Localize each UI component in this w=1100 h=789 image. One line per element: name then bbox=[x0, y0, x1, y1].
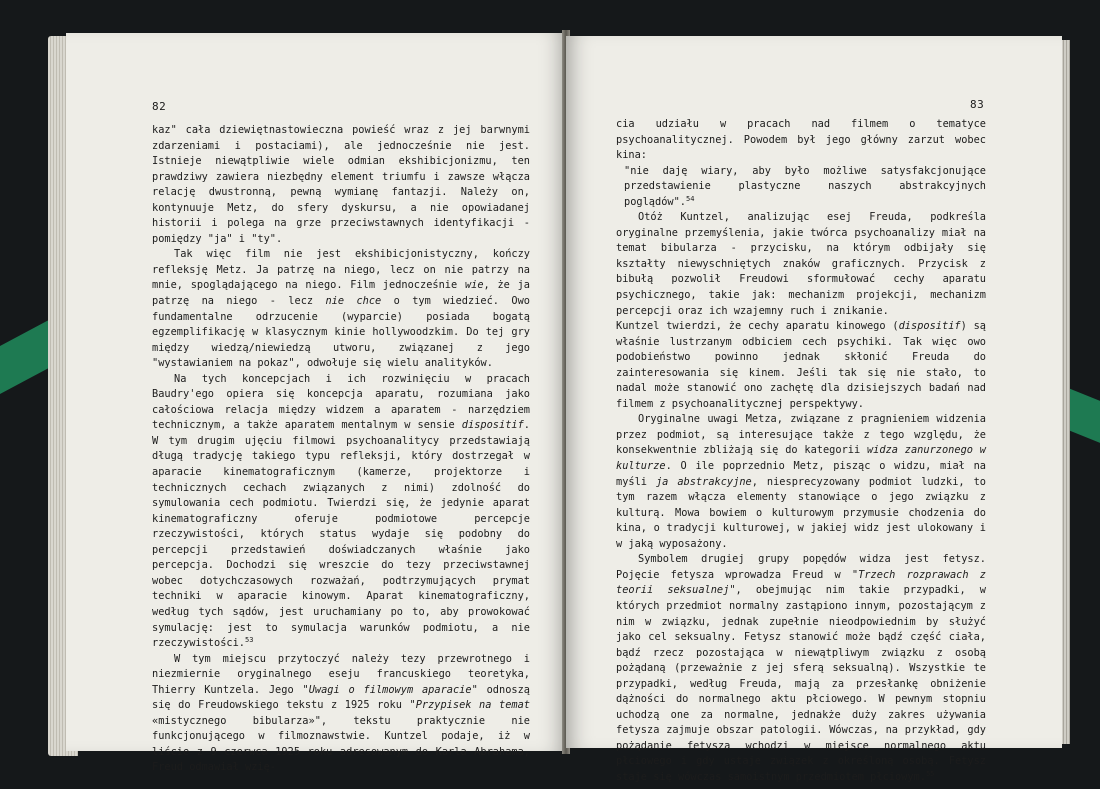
page-text bbox=[616, 117, 986, 786]
footnote-ref: 54 bbox=[686, 194, 695, 203]
paragraph: Na tych koncepcjach i ich rozwinięciu w pracach Baudry'ego opiera się koncepcja aparatu, rozumiana jako całościowa relacja między widzem a aparatem - narzędziem technicznym, a także aparatem mentalnym w sensie dispositif. W tym drugim ujęciu filmowi psychoanalitycy przedstawiają długą tradycję takiego typu refleksji, który dostrzegał w aparacie kinematograficznym (kamerze, projektorze i technicznych cechach związanych z nimi) zdolność do symulowania cech podmiotu. Twierdzi się, że jedynie aparat kinematograficzny oferuje podmiotowe percepcje rzeczywistości, których status wydaje się podobny do percepcji przedstawień doświadczanych właśnie jako percepcja. Dochodzi się wreszcie do tezy przeciwstawnej wobec dotychczasowych rozważań, podtrzymujących prymat techniki w aparacie kinowym. Aparat kinematograficzny, według tych sądów, jest uruchamiany po to, aby prowokować symulację: jest to symulacja warunków podmiotu, a nie rzeczywistości.$^{53}$ bbox=[152, 372, 530, 650]
paragraph: Otóż Kuntzel, analizując esej Freuda, podkreśla oryginalne przemyślenia, jakie twórca psychoanalizy miał na temat bibularza - przycisku, na którym odbijały się kształty niewyschniętych znaków graficznych. Przycisk z bibułą pozwolił Freudowi sformułować cechy aparatu psychicznego, takie jak: mechanizm projekcji, mechanizm percepcji oraz ich wzajemny ruch i znikanie. bbox=[616, 211, 986, 317]
paragraph: cia udziału w pracach nad filmem o tematyce psychoanalitycznej. Powodem był jego główny zarzut wobec kina: bbox=[616, 118, 986, 162]
page-text bbox=[152, 123, 530, 776]
footnote-ref: 53 bbox=[245, 636, 254, 645]
left-page bbox=[66, 33, 566, 774]
paragraph: kaz" cała dziewiętnastowieczna powieść wraz z jej barwnymi zdarzeniami i postaciami), ale jednocześnie nie jest. Istnieje niewątpliwie wiele odmian ekshibicjonizmu, ten prawdziwy zawiera niezbędny element triumfu i zawsze włącza relację dwustronną, pewną wymianę fantazji. Należy on, kontynuuje Metz, do sfery dyskursu, a nie opowiadanej historii i polega na grze przeciwstawnych identyfikacji - pomiędzy "ja" i "ty". bbox=[152, 124, 530, 245]
paragraph: Symbolem drugiej grupy popędów widza jest fetysz. Pojęcie fetysza wprowadza Freud w "Trzech rozprawach z teorii seksualnej", obejmując nim takie przypadki, w których przedmiot normalny zastąpiono innym, pozostającym z nim w związku, jednak zupełnie nieodpowiednim by służyć jako cel seksualny. Fetysz stanowić może bądź część ciała, bądź rzecz pozostająca w niewątpliwym związku z osobą pożądaną (przeważnie z jej sferą seksualną). Wszystkie te przypadki, według Freuda, mają za przesłankę obniżenie dążności do normalnego aktu płciowego. W pewnym stopniu uchodzą one za normalne, jednakże duży zakres używania fetysza zajmuje obszar patologii. Wówczas, na przykład, gdy pożądanie fetysza wchodzi w miejsce normalnego aktu płciowego i gdy ustaje związek z określoną osobą. Fetysz staje się wówczas samoistnym przedmiotem płciowym.$^{55}$ bbox=[616, 553, 986, 783]
footnote-ref: 55 bbox=[925, 769, 935, 778]
quotation: "nie daję wiary, aby było możliwe satysfakcjonujące przedstawienie plastyczne naszych abstrakcyjnych poglądów".$^{54}$ bbox=[624, 164, 986, 208]
page-number: 83 bbox=[970, 98, 985, 111]
paragraph: W tym miejscu przytoczyć należy tezy przewrotnego i niezmiernie oryginalnego eseju francuskiego teoretyka, Thierry Kuntzela. Jego "Uwagi o filmowym aparacie" odnoszą się do Freudowskiego tekstu z 1925 roku "Przypisek na temat «mistycznego bibularza»", tekstu praktycznie nie funkcjonującego w filmoznawstwie. Kuntzel podaje, iż w liście z 9 czerwca 1925 roku adresowanym do Karla Abrahama, Freud odmawiał wzię- bbox=[152, 652, 531, 774]
paragraph: Oryginalne uwagi Metza, związane z pragnieniem widzenia przez podmiot, są interesujące także z tego względu, że konsekwentnie zbliżają się do kategorii widza zanurzonego w kulturze. O ile poprzednio Metz, pisząc o widzu, miał na myśli ja abstrakcyjne, niesprecyzowany podmiot ludzki, to tym razem włącza elementy stanowiące o jego związku z kulturą. Mowa bowiem o kulturowym przymusie chodzenia do kina, o tradycji kulturowej, w jakiej widz jest ulokowany i w jaką wyposażony. bbox=[616, 413, 986, 550]
paragraph: Kuntzel twierdzi, że cechy aparatu kinowego (dispositif) są właśnie lustrzanym odbiciem cech psychiki. Tak więc owo podobieństwo powinno jednak skłonić Freuda do zainteresowania się kinem. Jeśli tak się nie stało, to nadal może stanowić ono zachętę dla dzisiejszych badań nad filmem z psychoanalitycznej perspektywy. bbox=[616, 320, 986, 410]
paragraph: Tak więc film nie jest ekshibicjonistyczny, kończy refleksję Metz. Ja patrzę na niego, lecz on nie patrzy na mnie, spoglądającego na niego. Film jednocześnie wie, że ja patrzę na niego - lecz nie chce o tym wiedzieć. Owo fundamentalne odrzucenie (wyparcie) posiada bogatą egzemplifikację w klasycznym kinie hollywoodzkim. Do tej gry między wiedzą/niewiedzą utworu, związanej z jego "wystawianiem na pokaz", odwołuje się wielu analityków. bbox=[152, 248, 530, 370]
page-number: 82 bbox=[152, 100, 167, 113]
right-page bbox=[566, 36, 1062, 783]
